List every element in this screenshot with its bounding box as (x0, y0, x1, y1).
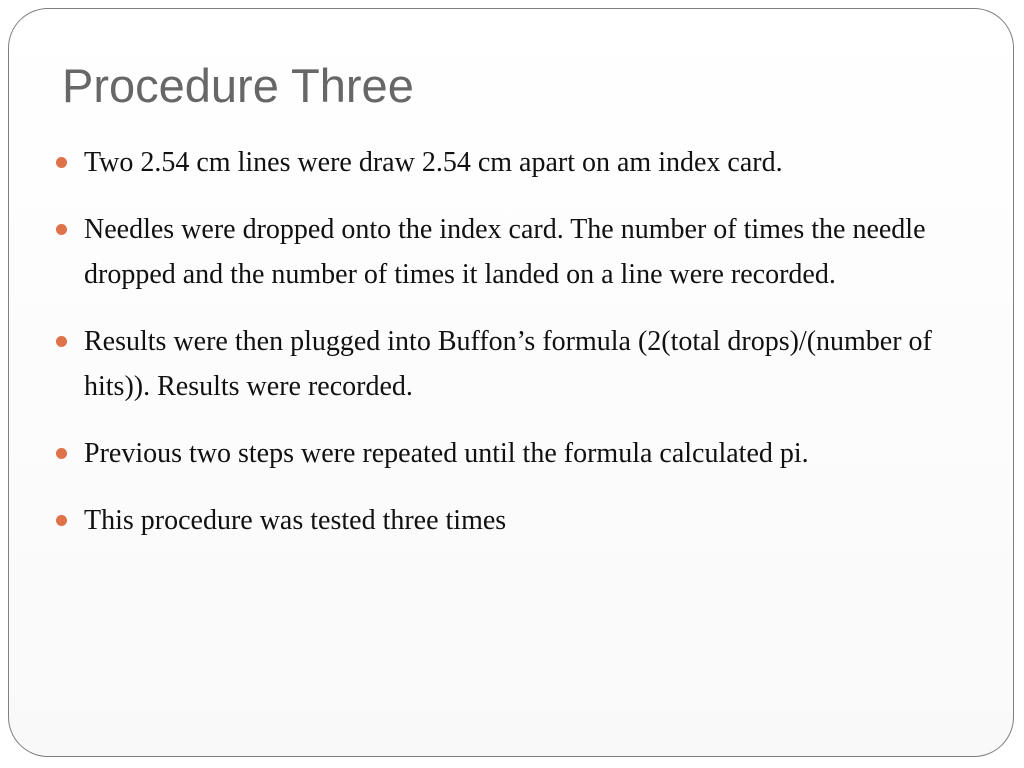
bullet-text: Needles were dropped onto the index card. The number of times the needle dropped and the number of times it landed on a line were recorded. (84, 214, 926, 290)
bullet-text: Two 2.54 cm lines were draw 2.54 cm apart on am index card. (84, 147, 783, 178)
slide-title: Procedure Three (62, 59, 414, 112)
bullet-dot-icon (56, 515, 67, 526)
bullet-item (56, 431, 966, 476)
bullet-item (56, 319, 966, 409)
bullet-dot-icon (56, 448, 67, 459)
bullet-dot-icon (56, 157, 67, 168)
bullet-item (56, 207, 966, 297)
bullet-dot-icon (56, 336, 67, 347)
bullet-text: Results were then plugged into Buffon’s formula (2(total drops)/(number of hits)). Results were recorded. (84, 326, 932, 402)
bullet-item (56, 140, 966, 185)
bullet-item (56, 498, 966, 543)
bullet-text: This procedure was tested three times (84, 505, 507, 536)
bullet-text: Previous two steps were repeated until the formula calculated pi. (84, 438, 809, 469)
bullet-dot-icon (56, 224, 67, 235)
bullet-list (56, 140, 966, 565)
